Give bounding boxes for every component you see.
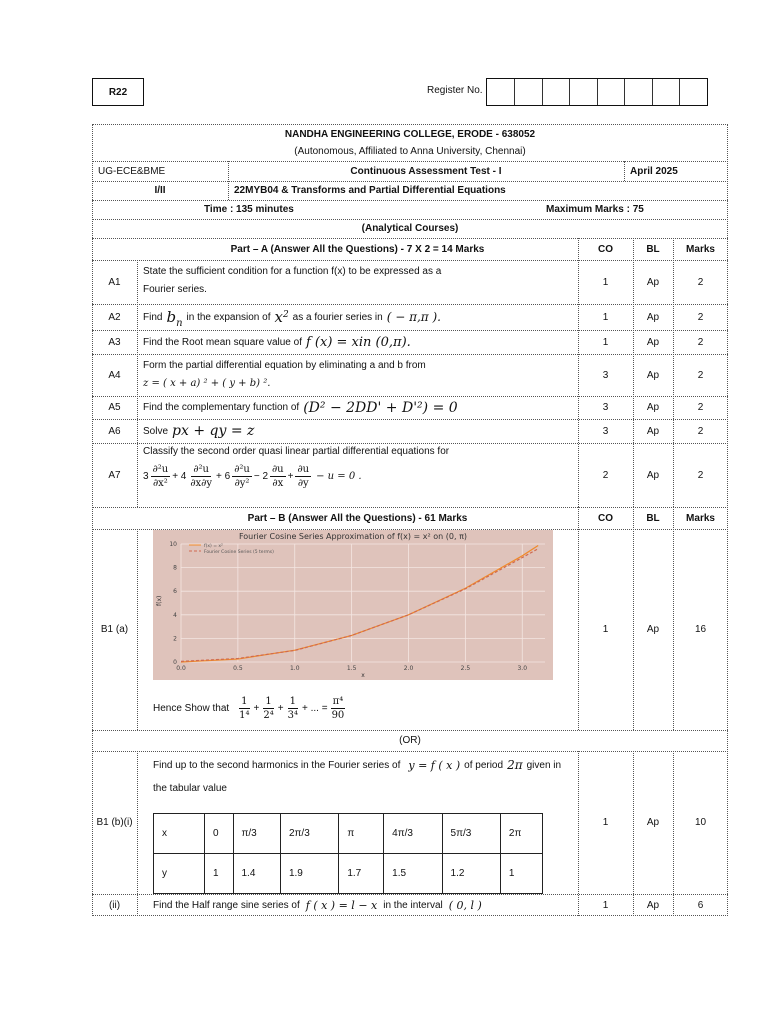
co-value: 1 xyxy=(602,336,609,348)
part-a-title: Part – A (Answer All the Questions) - 7 X 2 = 14 Marks xyxy=(230,243,485,255)
x-tick-label: 1.0 xyxy=(289,665,300,672)
tabular-values-table xyxy=(153,813,543,894)
bl-value: Ap xyxy=(646,276,660,288)
co-value: 1 xyxy=(602,899,609,911)
hence-show-statement: Hence Show that $\frac{1}{\text{1⁴}}$ + $\frac{1}{\text{2⁴}}$ + $\frac{1}{\text{3⁴}}$ + ... = $\frac{\text{π⁴}}{90}$ xyxy=(153,695,345,721)
co-value: 1 xyxy=(602,311,609,323)
function-expression: y = f ( x ) xyxy=(408,758,461,772)
y-row xyxy=(154,854,543,894)
bl-value: Ap xyxy=(646,899,660,911)
table-cell: 1.5 xyxy=(384,854,442,894)
x-row xyxy=(154,814,543,854)
legend-entry: Fourier Cosine Series (5 terms) xyxy=(204,550,274,555)
co-value: 1 xyxy=(602,276,609,288)
maximum-marks: Maximum Marks : 75 xyxy=(546,204,644,215)
question-number: A3 xyxy=(108,336,121,348)
marks-value: 10 xyxy=(694,817,707,828)
chart-title: Fourier Cosine Series Approximation of f(x) = x² on (0, π) xyxy=(238,532,468,541)
question-number: B1 (a) xyxy=(100,624,129,635)
marks-value: 2 xyxy=(697,469,704,481)
register-label: Register No. xyxy=(427,85,483,96)
table-header-cell: y xyxy=(154,854,205,894)
x-symbol: x xyxy=(274,308,283,326)
marks-value: 6 xyxy=(697,899,704,911)
table-header-cell: x xyxy=(154,814,205,854)
marks-value: 2 xyxy=(697,336,704,348)
course-type: (Analytical Courses) xyxy=(361,223,459,234)
table-cell: 1 xyxy=(205,854,234,894)
marks-value: 2 xyxy=(697,276,704,288)
x-tick-label: 2.5 xyxy=(460,665,471,672)
bl-value: Ap xyxy=(646,402,660,413)
college-affiliation: (Autonomous, Affiliated to Anna University, Chennai) xyxy=(294,146,526,157)
question-number: B1 (b)(i) xyxy=(96,817,133,828)
bl-value: Ap xyxy=(646,469,660,481)
question-number: A1 xyxy=(108,276,121,288)
col-co: CO xyxy=(598,243,613,255)
co-value: 3 xyxy=(602,402,609,413)
table-cell: 1.7 xyxy=(339,854,384,894)
table-cell: 1.4 xyxy=(233,854,280,894)
question-number: A4 xyxy=(108,369,121,381)
table-cell: 4π/3 xyxy=(384,814,442,854)
question-text: Form the partial differential equation by eliminating a and b from z = ( x + a) ² + ( y + b) ². xyxy=(143,357,573,393)
question-text: Find up to the second harmonics in the Fourier series of y = f ( x ) of period 2π given in xyxy=(153,758,562,772)
co-value: 1 xyxy=(602,624,609,635)
co-value: 2 xyxy=(602,469,609,481)
y-tick-label: 8 xyxy=(173,564,177,572)
register-number-boxes[interactable] xyxy=(486,78,708,106)
pde-expression: z = ( x + a) ² + ( y + b) ². xyxy=(143,378,271,389)
year-semester: I/II xyxy=(154,185,166,196)
b-symbol: b xyxy=(166,308,177,326)
interval-expression: ( − π,π ). xyxy=(386,310,441,324)
bl-value: Ap xyxy=(646,425,660,437)
operator-expression: (D² − 2DD' + D'²) = 0 xyxy=(303,399,458,416)
question-text-line: Fourier series. xyxy=(143,284,207,295)
y-tick-label: 6 xyxy=(173,588,177,596)
y-tick-label: 10 xyxy=(169,541,177,548)
question-number: A7 xyxy=(108,469,121,481)
col-marks: Marks xyxy=(686,512,715,524)
half-range-expression: f ( x ) = l − x xyxy=(305,898,378,912)
marks-value: 2 xyxy=(697,311,704,323)
table-cell: π/3 xyxy=(233,814,280,854)
table-cell: 1.9 xyxy=(280,854,338,894)
question-number: A2 xyxy=(108,311,121,323)
question-text: Find the Half range sine series of f ( x ) = l − x in the interval ( 0, l ) xyxy=(153,898,482,912)
rms-expression: f (x) = xin (0,π). xyxy=(305,334,411,350)
x-tick-label: 0.5 xyxy=(233,665,243,672)
bl-value: Ap xyxy=(646,311,660,323)
question-text: Find the Root mean square value of f (x) = xin (0,π). xyxy=(143,334,411,350)
table-cell: 2π xyxy=(500,814,542,854)
legend-entry: f(x) = x² xyxy=(204,544,223,549)
col-bl: BL xyxy=(646,512,660,524)
bl-value: Ap xyxy=(646,336,660,348)
interval-expression: ( 0, l ) xyxy=(448,898,482,912)
x-tick-label: 1.5 xyxy=(346,665,357,672)
n-subscript: n xyxy=(176,317,183,329)
period-expression: 2π xyxy=(507,758,523,772)
fourier-cosine-series-chart xyxy=(153,530,553,680)
y-tick-label: 2 xyxy=(173,635,177,643)
exam-date: April 2025 xyxy=(630,166,678,177)
lagrange-expression: px + qy = z xyxy=(172,423,255,439)
college-name: NANDHA ENGINEERING COLLEGE, ERODE - 638052 xyxy=(284,129,536,140)
department: UG-ECE&BME xyxy=(98,166,166,177)
bl-value: Ap xyxy=(646,624,660,635)
question-text-line: the tabular value xyxy=(153,783,227,794)
subject: 22MYB04 & Transforms and Partial Differential Equations xyxy=(234,185,506,196)
part-b-title: Part – B (Answer All the Questions) - 61 Marks xyxy=(247,512,468,524)
table-cell: 1.2 xyxy=(442,854,500,894)
question-text: Find the complementary function of (D² − 2DD' + D'²) = 0 xyxy=(143,399,458,416)
regulation-code: R22 xyxy=(108,86,128,98)
exam-time: Time : 135 minutes xyxy=(204,204,294,215)
y-tick-label: 0 xyxy=(173,659,177,666)
co-value: 1 xyxy=(602,817,609,828)
regulation-code-box xyxy=(92,78,144,106)
col-marks: Marks xyxy=(686,243,715,255)
quasi-linear-equation: 3 $\frac{\text{∂²u}}{\text{∂x²}}$ + 4 $\frac{\text{∂²u}}{\partial x\partial y}$ + 6 $\frac{\text{∂²u}}{\text{∂y²}}$ − 2 $\frac{\partial u}{\partial x}$ + $\frac{\partial u}{\partial y}$ − u = 0 . xyxy=(143,464,362,489)
table-cell: 0 xyxy=(205,814,234,854)
col-co: CO xyxy=(598,512,613,524)
question-text: Find b n in the expansion of x $^2$ as a fourier series in ( − π,π ). xyxy=(143,308,441,329)
x-axis-label: x xyxy=(361,672,365,679)
question-text: Solve px + qy = z xyxy=(143,423,255,439)
bl-value: Ap xyxy=(646,817,660,828)
question-text xyxy=(143,263,573,299)
x-tick-label: 0.0 xyxy=(176,665,186,672)
question-number: (ii) xyxy=(108,899,121,911)
table-cell: π xyxy=(339,814,384,854)
question-text-line: State the sufficient condition for a function f(x) to be expressed as a xyxy=(143,266,442,277)
x-tick-label: 2.0 xyxy=(403,665,414,672)
table-cell: 1 xyxy=(500,854,542,894)
y-tick-label: 4 xyxy=(173,611,177,619)
question-number: A5 xyxy=(108,402,121,413)
y-axis-label: f(x) xyxy=(156,595,163,606)
question-text: Classify the second order quasi linear partial differential equations for 3 $\frac{\text{∂²u}}{\text{∂x²}}$ + 4 $\frac{\text{∂²u}}{\partial x\partial y}$ + 6 $\frac{\text{∂²u}}{\text{∂y²}}$ − 2 $\frac{\partial u}{\partial x}$ + $\frac{\partial u}{\partial y}$ − u = 0 . xyxy=(143,446,573,490)
table-cell: 2π/3 xyxy=(280,814,338,854)
bl-value: Ap xyxy=(646,369,660,381)
table-cell: 5π/3 xyxy=(442,814,500,854)
co-value: 3 xyxy=(602,369,609,381)
question-number: A6 xyxy=(108,425,121,437)
x-tick-label: 3.0 xyxy=(517,665,528,672)
marks-value: 16 xyxy=(694,624,707,635)
or-separator: (OR) xyxy=(399,735,421,746)
test-name: Continuous Assessment Test - I xyxy=(350,166,502,177)
marks-value: 2 xyxy=(697,402,704,413)
col-bl: BL xyxy=(646,243,660,255)
marks-value: 2 xyxy=(697,369,704,381)
co-value: 3 xyxy=(602,425,609,437)
marks-value: 2 xyxy=(697,425,704,437)
